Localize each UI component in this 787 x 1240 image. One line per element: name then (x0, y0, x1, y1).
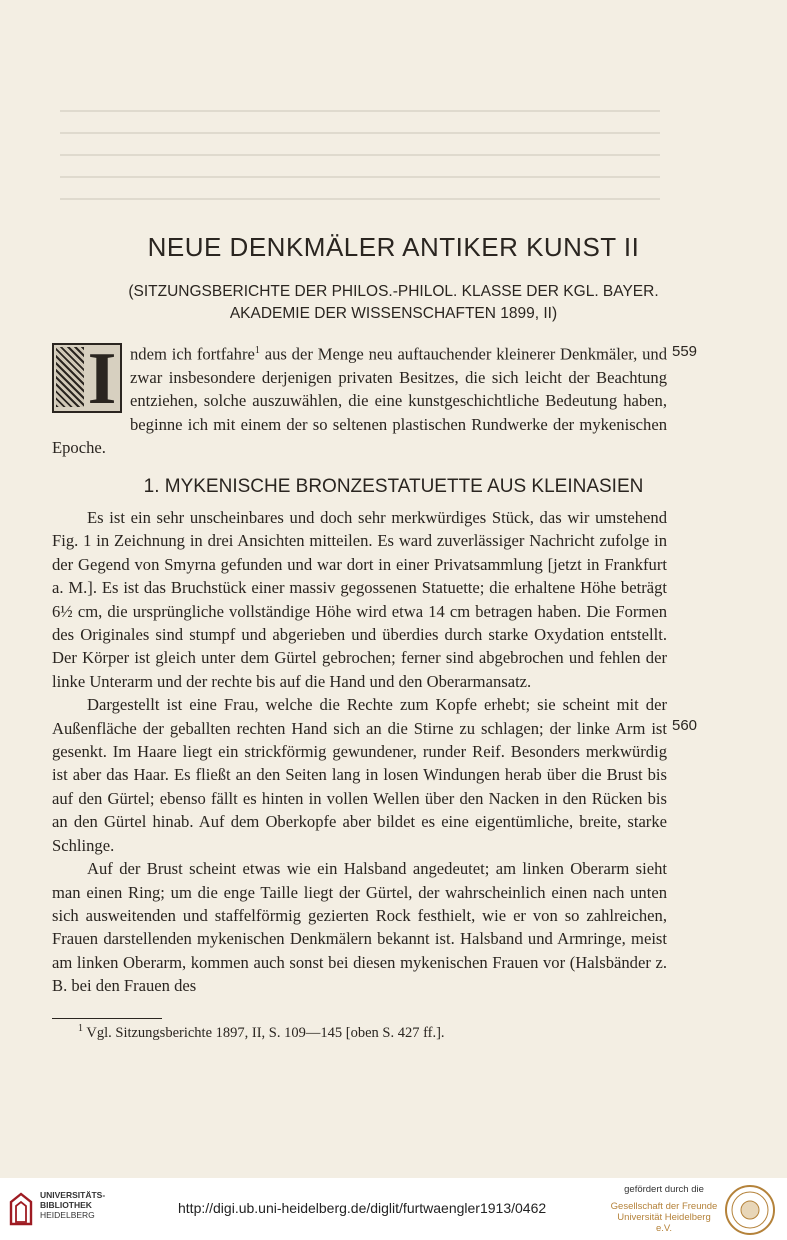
section-heading: 1. MYKENISCHE BRONZESTATUETTE AUS KLEINASIEN (143, 476, 644, 497)
footnote-divider (52, 1018, 162, 1019)
margin-page-number: 559 (672, 343, 698, 360)
subtitle-line-1: (SITZUNGSBERICHTE DER PHILOS.-PHILOL. KLASSE DER KGL. BAYER. (128, 283, 659, 300)
paragraph: Es ist ein sehr unscheinbares und doch sehr merkwürdiges Stück, das wir umstehend Fig. 1 in Zeichnung in drei Ansichten mitteilen. Es ward zuverlässiger Nachricht zufolge in der Gegend von Smyrna gefunden und war dort in einer Privatsammlung [jetzt in Frankfurt a. M.]. Es ist das Bruchstück einer massiv gegossenen Statuette; die erhaltene Höhe beträgt 6½ cm, die ursprüngliche vollständige Höhe wird etwa 14 cm betragen haben. Die Formen des Originales sind stumpf und abgerieben und überdies durch starke Oxydation entstellt. Der Körper ist gleich unter dem Gürtel gebrochen; ferner sind abgebrochen und fehlen der linke Unterarm und der rechte bis auf die Hand und den Oberarmansatz. (52, 508, 667, 691)
sponsor-org-line: Gesellschaft der Freunde (610, 1201, 718, 1212)
intro-text-start: ndem ich fortfahre (130, 344, 255, 364)
footnote-text: Vgl. Sitzungsberichte 1897, II, S. 109—145 [oben S. 427 ff.]. (86, 1024, 445, 1041)
footnote-reference[interactable]: 1 (254, 345, 260, 356)
ornament-icon (56, 347, 84, 407)
sponsor-label: gefördert durch die (624, 1184, 704, 1195)
library-name-line: BIBLIOTHEK (40, 1200, 92, 1210)
main-text (52, 506, 667, 998)
paragraph: Auf der Brust scheint etwas wie ein Halsband angedeutet; am linken Oberarm sieht man einen Ring; um die enge Taille liegt der Gürtel, der wahrscheinlich einen nach unten sich ausweitenden und staffelförmig gezierten Rock festhielt, wie er von so zahlreichen, Frauen darstellenden mykenischen Denkmälern bekannt ist. Halsband und Armringe, meist am linken Oberarm, kommen auch sonst bei diesen mykenischen Frauen vor (Halsbänder z. B. bei den Frauen des (52, 859, 667, 996)
library-name-line: HEIDELBERG (40, 1210, 95, 1220)
decorated-initial (52, 343, 122, 413)
initial-letter: I (87, 343, 117, 413)
library-logo-icon[interactable] (8, 1192, 34, 1226)
intro-paragraph (52, 339, 667, 460)
sponsor-block (608, 1184, 720, 1234)
paragraph: Dargestellt ist eine Frau, welche die Rechte zum Kopfe erhebt; sie scheint mit der Außenfläche der geballten rechten Hand sich an die Stirne zu schlagen; der linke Arm ist gesenkt. Im Haare liegt ein strickförmig gewundener, runder Reif. Besonders merkwürdig ist aber das Haar. Es fließt an den Seiten lang in losen Windungen herab über die Brust bis auf den Gürtel; ebenso fällt es hinten in vollen Wellen über den Nacken in den Rücken bis an den Gürtel hinab. Auf dem Oberkopfe aber bildet es eine eigentümliche, breite, starke Schlinge. (52, 695, 667, 855)
sponsor-org[interactable] (608, 1201, 720, 1234)
bleed-through-texture (60, 90, 660, 230)
footnote-mark: 1 (78, 1023, 83, 1034)
subtitle-line-2: AKADEMIE DER WISSENSCHAFTEN 1899, II) (229, 305, 558, 322)
library-name-line: UNIVERSITÄTS- (40, 1190, 106, 1200)
permalink-url[interactable]: http://digi.ub.uni-heidelberg.de/diglit/furtwaengler1913/0462 (178, 1200, 547, 1216)
library-name[interactable] (40, 1190, 105, 1220)
page-title: NEUE DENKMÄLER ANTIKER KUNST II (147, 232, 640, 262)
footnote (78, 1023, 445, 1042)
university-seal-icon (724, 1184, 776, 1236)
margin-page-number: 560 (672, 717, 698, 734)
page-subtitle (40, 281, 747, 325)
intro-text-rest: aus der Menge neu auftauchender kleinerer Denkmäler, und zwar insbesondere derjenigen privaten Besitzes, die sich leicht der Beachtung entziehen, solche auszuwählen, die eine kunstgeschichtliche Bedeutung haben, beginne ich mit einem der so seltenen plastischen Rundwerke der mykenischen Epoche. (52, 344, 667, 458)
footer-bar (0, 1178, 787, 1240)
sponsor-org-line: Universität Heidelberg e.V. (617, 1212, 711, 1234)
